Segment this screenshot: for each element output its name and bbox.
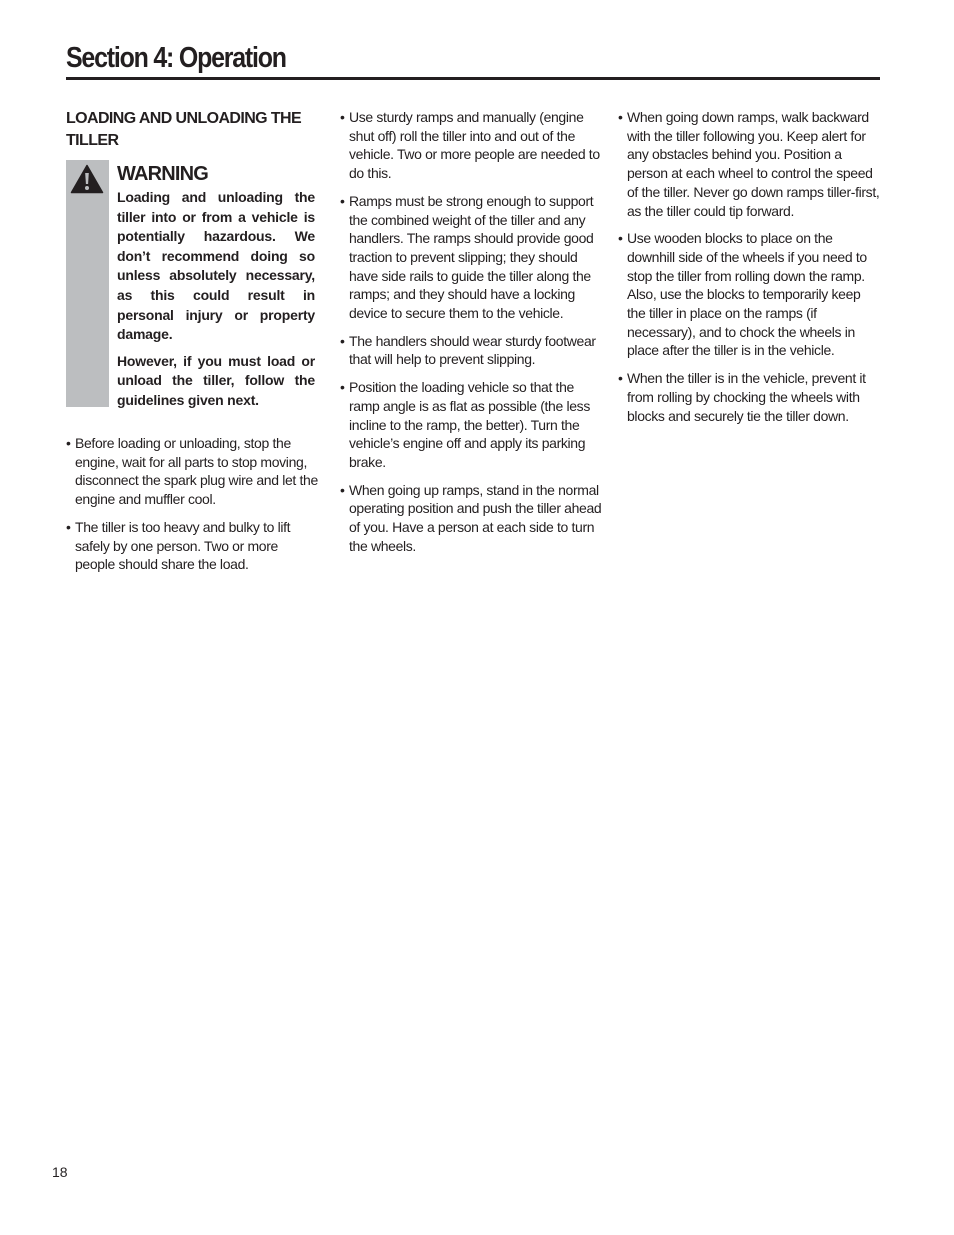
warning-triangle-icon [70,164,104,194]
list-item: • Before loading or unloading, stop the engine, wait for all parts to stop moving, disconnect the spark plug wire and let the engine and muffler cool. [66,434,318,509]
subheading: LOADING AND UNLOADING THE TILLER [66,110,302,149]
bullet-list-column-1 [66,434,318,574]
section-title: Section 4: Operation [66,42,286,74]
list-item: • Ramps must be strong enough to support the combined weight of the tiller and any handlers. The ramps should provide good traction to prevent slipping; they should have side rails to guide the tiller along the ramps; and they should have a locking device to secure them to the vehicle. [340,192,602,323]
list-item: • When going down ramps, walk backward with the tiller following you. Keep alert for any obstacles behind you. Position a person at each wheel to control the speed of the tiller. Never go down ramps tiller-first, as the tiller could tip forward. [618,108,880,220]
warning-box [66,160,318,407]
warning-paragraph: However, if you must load or unload the tiller, follow the guidelines given next. [117,352,315,408]
list-item: • Use sturdy ramps and manually (engine shut off) roll the tiller into and out of the vehicle. Two or more people are needed to do this. [340,108,602,183]
column-3 [618,108,880,434]
bullet-list-column-3 [618,108,880,425]
list-item: • The handlers should wear sturdy footwear that will help to prevent slipping. [340,332,602,369]
list-item: • Use wooden blocks to place on the downhill side of the wheels if you need to stop the tiller from rolling down the ramp. Also, use the blocks to temporarily keep the tiller in place on the ramps (if necessary), and to chock the wheels in place after the tiller is in the vehicle. [618,229,880,360]
bullet-list-column-2 [340,108,602,555]
list-item: • Position the loading vehicle so that the ramp angle is as flat as possible (the less incline to the ramp, the better). Turn the vehicle’s engine off and apply its parking brake. [340,378,602,472]
warning-text [117,162,315,418]
column-1 [66,108,318,583]
list-item: • When going up ramps, stand in the normal operating position and push the tiller ahead of you. Have a person at each side to turn the wheels. [340,481,602,556]
list-item: • When the tiller is in the vehicle, prevent it from rolling by chocking the wheels with blocks and securely tie the tiller down. [618,369,880,425]
warning-paragraph: Loading and unloading the tiller into or from a vehicle is potentially hazardous. We don’t recommend doing so unless absolutely necessary, as this could result in personal injury or property damage. [117,189,315,343]
warning-bar [66,160,109,407]
title-rule [66,77,880,80]
list-item: • The tiller is too heavy and bulky to lift safely by one person. Two or more people should share the load. [66,518,318,574]
warning-title: WARNING [117,163,209,185]
page-number: 18 [52,1164,68,1180]
column-2 [340,108,602,564]
